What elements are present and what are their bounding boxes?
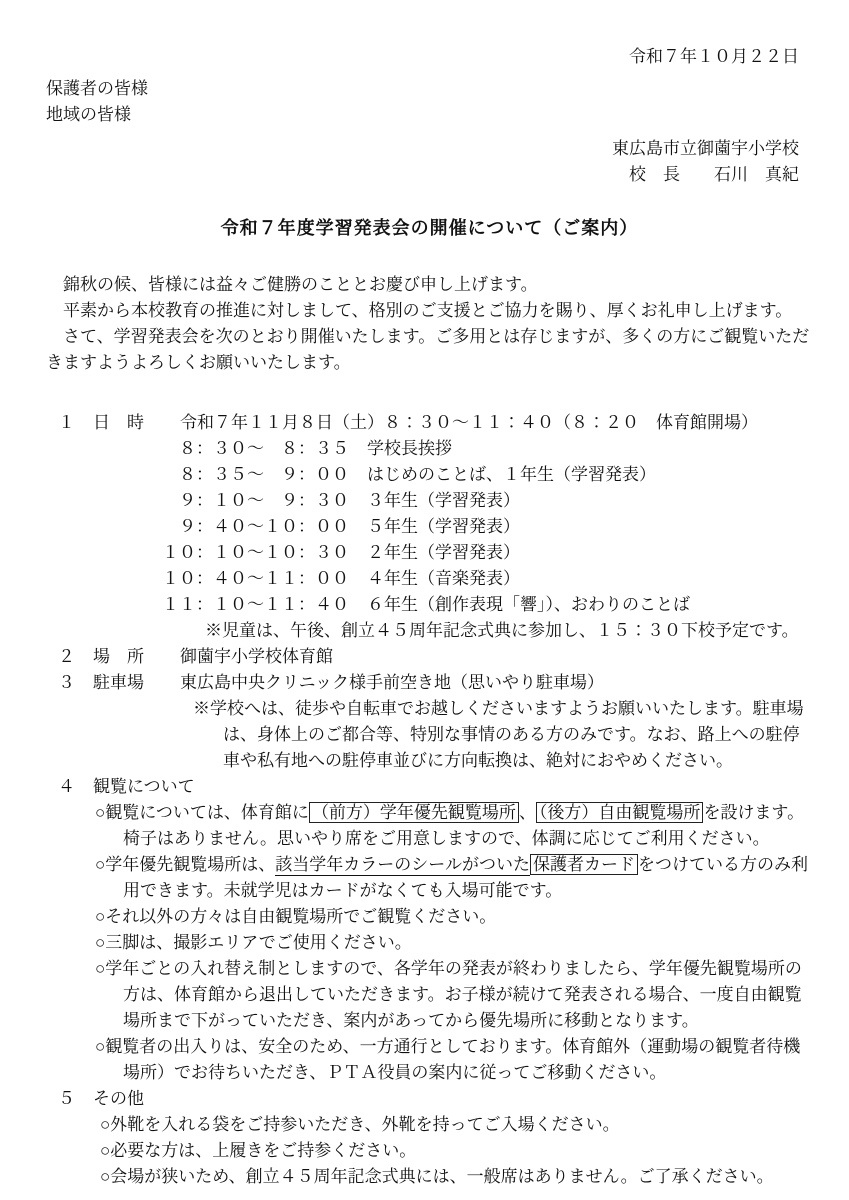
section-heading: その他 [93,1089,144,1108]
other-bullet-slippers [46,1138,813,1164]
greeting-paragraph-1: 錦秋の候、皆様には益々ご健勝のこととお慶び申し上げます。 [63,275,538,294]
section-number: １ [58,413,75,432]
bullet-text: を設けます。椅子はありません。思いやり席をご用意しますので、体調に応じてご利用ください。 [123,803,805,848]
viewing-bullet-list [46,800,813,1086]
schedule-time: ８：３０～ ８：３５ [179,439,349,458]
other-bullet-list [46,1112,813,1190]
underline-grade-color-seal: 該当学年カラーのシールがついた [275,855,530,874]
bullet-text: ○観覧者の出入りは、安全のため、一方通行としております。体育館外（運動場の観覧者待機場所）でお待ちいただき、ＰＴＡ役員の案内に従ってご移動ください。 [95,1037,801,1082]
schedule-item: ２年生（学習発表） [367,543,520,562]
boxed-label-front-priority-area: （前方）学年優先観覧場所 [309,802,519,823]
bullet-text: ○外靴を入れる袋をご持参いただき、外靴を持ってご入場ください。 [100,1115,620,1134]
section-body: 御薗宇小学校体育館 [180,647,333,666]
greeting-paragraph-3: さて、学習発表会を次のとおり開催いたします。ご多用とは存じますが、多くの方にご観覧いただきますようよろしくお願いいたします。 [46,327,810,372]
parking-note: ※学校へは、徒歩や自転車でお越しくださいますようお願いいたします。駐車場は、身体上のご都合等、特別な事情のある方のみです。なお、路上への駐停車や私有地への駐停車並びに方向転換は、絶対におやめください。 [193,699,804,770]
schedule-item: はじめのことば、１年生（学習発表） [367,465,656,484]
schedule-row [46,436,813,462]
bullet-text: 、 [518,803,536,822]
section-location-heading-row [46,644,813,670]
schedule-row [46,566,813,592]
section-parking-heading-row [46,670,813,696]
section-other-heading-row [46,1086,813,1112]
schedule-item: ３年生（学習発表） [367,491,520,510]
section-heading: 観覧について [93,777,195,796]
bullet-text: ○それ以外の方々は自由観覧場所でご観覧ください。 [95,907,497,926]
schedule-item: ５年生（学習発表） [367,517,520,536]
schedule-row [46,462,813,488]
section-heading: 日 時 [93,413,144,432]
section-body: 東広島中央クリニック様手前空き地（思いやり駐車場） [180,673,604,692]
bullet-text: ○会場が狭いため、創立４５周年記念式典には、一般席はありません。ご了承ください。 [100,1167,774,1186]
bullet-text: ○学年優先観覧場所は、 [95,855,276,874]
greeting-block [46,272,813,376]
sender-school: 東広島市立御薗宇小学校 [612,139,799,158]
bullet-text: ○三脚は、撮影エリアでご使用ください。 [95,933,412,952]
section-number: ３ [58,673,75,692]
document-date: 令和７年１０月２２日 [629,47,799,66]
viewing-bullet-free-area [46,904,813,930]
section-datetime-heading-row [46,410,813,436]
schedule-item: ４年生（音楽発表） [367,569,520,588]
section-parking [46,670,813,774]
schedule-row [46,488,813,514]
section-body: 令和７年１１月８日（土）８：３０～１１：４０（８：２０ 体育館開場） [180,413,758,432]
other-bullet-no-general-seats [46,1164,813,1190]
section-heading: 場 所 [93,647,144,666]
schedule-note: ※児童は、午後、創立４５周年記念式典に参加し、１５：３０下校予定です。 [205,621,799,640]
viewing-bullet-rotation [46,956,813,1034]
bullet-text: ○必要な方は、上履きをご持参ください。 [100,1141,417,1160]
schedule-time: １１：１０～１１：４０ [162,595,349,614]
schedule-item: ６年生（創作表現「響」）、おわりのことば [367,595,690,614]
viewing-bullet-tripod [46,930,813,956]
bullet-text: をつけている方のみ利用できます。未就学児はカードがなくても入場可能です。 [123,855,808,900]
schedule-time: ９：４０～１０：００ [179,517,349,536]
boxed-label-guardian-card: 保護者カード [530,854,638,875]
other-bullet-shoe-bag [46,1112,813,1138]
schedule-time: ９：１０～ ９：３０ [179,491,349,510]
schedule-row [46,540,813,566]
viewing-bullet-one-way [46,1034,813,1086]
recipient-block [46,76,813,128]
section-viewing [46,774,813,1086]
recipient-line-community: 地域の皆様 [46,105,131,124]
schedule-list [46,436,813,618]
section-number: ５ [58,1089,75,1108]
recipient-line-guardians: 保護者の皆様 [46,79,148,98]
section-heading: 駐車場 [93,673,144,692]
bullet-text: ○学年ごとの入れ替え制としますので、各学年の発表が終わりましたら、学年優先観覧場所の方は、体育館から退出していただきます。お子様が続けて発表される場合、一度自由観覧場所まで下がっていただき、案内があってから優先場所に移動となります。 [95,959,802,1030]
viewing-bullet-areas [46,800,813,852]
schedule-time: １０：４０～１１：００ [162,569,349,588]
viewing-bullet-guardian-card [46,852,813,904]
greeting-paragraph-2: 平素から本校教育の推進に対しまして、格別のご支援とご協力を賜り、厚くお礼申し上げます。 [63,301,793,320]
section-viewing-heading-row [46,774,813,800]
schedule-time: １０：１０～１０：３０ [162,543,349,562]
sections [46,410,813,1190]
schedule-row [46,592,813,618]
section-number: ２ [58,647,75,666]
schedule-row [46,514,813,540]
document-title: 令和７年度学習発表会の開催について（ご案内） [220,218,639,238]
section-other [46,1086,813,1190]
boxed-label-rear-free-area: （後方）自由観覧場所 [536,802,704,823]
bullet-text: ○観覧については、体育館に [95,803,309,822]
schedule-item: 学校長挨拶 [367,439,452,458]
sender-principal: 校 長 石川 真紀 [629,165,799,184]
schedule-time: ８：３５～ ９：００ [179,465,349,484]
section-location [46,644,813,670]
section-number: ４ [58,777,75,796]
sender-block [46,136,813,188]
section-datetime [46,410,813,644]
